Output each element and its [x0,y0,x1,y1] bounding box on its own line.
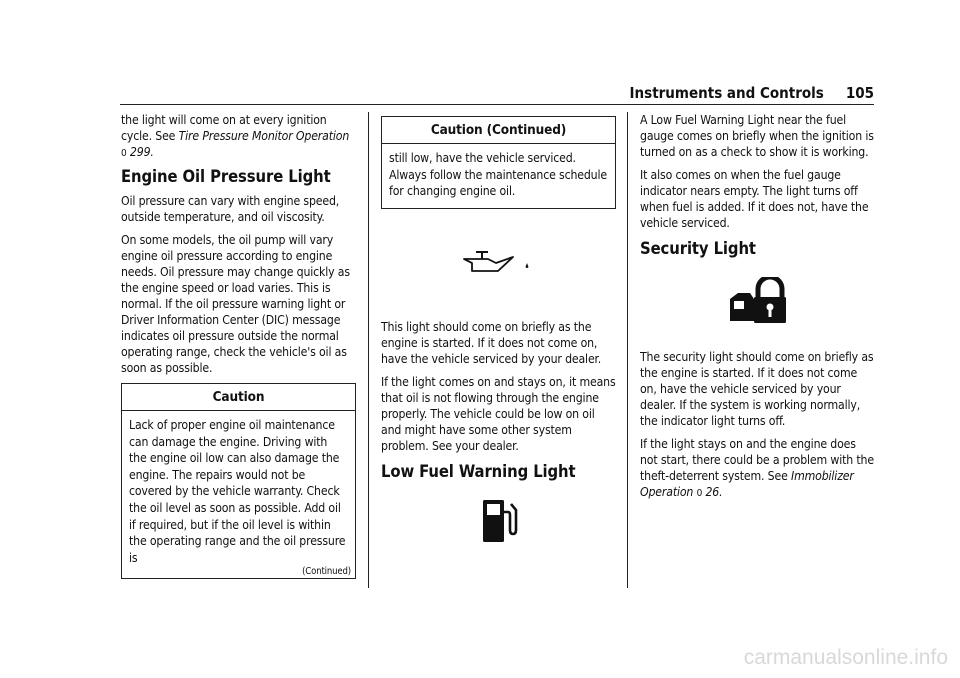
column-2 [381,112,616,544]
security-para-2: If the light stays on and the engine does not start, there could be a problem with the theft-deterrent system. See Immobilizer Operation 0 26. [640,437,874,499]
intro-paragraph: the light will come on at every ignition cycle. See Tire Pressure Monitor Operation 0 299. [121,113,350,159]
caution-continued-body: still low, have the vehicle serviced. Always follow the maintenance schedule for changing engine oil. [389,151,607,199]
oil-light-para-1: This light should come on briefly as the engine is started. If it does not come on, have the vehicle serviced by your dealer. [381,319,602,366]
column-3 [640,84,875,509]
page-number: 105 [845,84,874,102]
column-1 [121,112,356,579]
column-divider-1 [368,112,369,588]
security-icon-wrap [640,277,875,325]
oil-pressure-heading: Engine Oil Pressure Light [121,167,331,186]
fuel-pump-icon [479,498,519,544]
oil-can-icon [458,249,540,279]
fuel-icon-wrap [381,498,616,544]
page-ref-arrow-icon: 0 [121,148,127,159]
fuel-para-2: It also comes on when the fuel gauge indicator nears empty. The light turns off when fuel is added. If it does not, have the vehicle serviced. [640,168,869,230]
caution-continued-box [381,116,616,209]
security-lock-icon [728,277,788,325]
security-para-1: The security light should come on briefly as the engine is started. If it does not come on, have the vehicle serviced by your dealer. If the system is working normally, the indicator light turns off. [640,350,874,428]
column-divider-2 [627,112,628,588]
caution-continued-title: Caution (Continued) [382,117,615,144]
caution-title: Caution [122,384,355,411]
oil-para-2: On some models, the oil pump will vary engine oil pressure according to engine needs. Oil pressure may change quickly as the engine speed or load varies. This is normal. If the oil pressure warning light or Driver Information Center (DIC) message indicates oil pressure outside the normal operating range, check the vehicle's oil as soon as possible. [121,233,350,375]
page-ref-arrow-icon: 0 [696,488,703,499]
caution-body: Lack of proper engine oil maintenance can damage the engine. Driving with the engine oil low can also damage the engine. The repairs would not be covered by the vehicle warranty. Check the oil level as soon as possible. Add oil if required, but if the oil level is within the operating range and the oil pressure is [129,418,346,565]
page-ref[interactable]: 299 [129,145,151,159]
fuel-para-1: A Low Fuel Warning Light near the fuel gauge comes on briefly when the ignition is turned on as a check to show it is working. [640,113,874,159]
tpms-link[interactable]: Tire Pressure Monitor Operation [178,129,350,143]
security-heading: Security Light [640,239,756,258]
oil-para-1: Oil pressure can vary with engine speed, outside temperature, and oil viscosity. [121,194,340,224]
continued-label: (Continued) [302,566,351,578]
watermark: carmanualsonline.info [743,646,948,669]
oil-light-para-2: If the light comes on and stays on, it means that oil is not flowing through the engine properly. The vehicle could be low on oil and might have some other system problem. See your dealer. [381,374,616,453]
oil-icon-wrap [381,249,616,279]
immobilizer-link[interactable]: Immobilizer Operation [640,469,854,499]
low-fuel-heading: Low Fuel Warning Light [381,461,576,481]
page-ref[interactable]: 26 [705,485,720,499]
section-title: Instruments and Controls [629,84,824,102]
caution-box [121,383,356,579]
